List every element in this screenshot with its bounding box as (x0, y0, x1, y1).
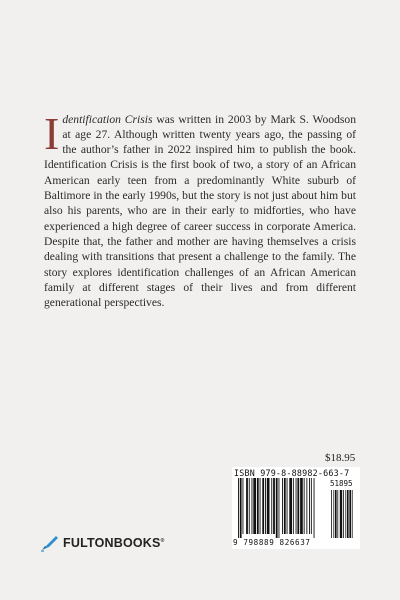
publisher-name: FULTONBOOKS® (63, 536, 165, 550)
ean-number: 9 798889 826637 (233, 538, 311, 547)
quill-pen-icon (40, 534, 60, 552)
description-text: was written in 2003 by Mark S. Woodson at age 27. Although written twenty years ago, the passing of the author’s father in 2022 inspired him to publish the book. Identification Crisis is the first book of two, a story of an African American early teen from a predominantly White suburb of Baltimore in the early 1990s, but the story is not just about him but also his parents, who are in their early to midforties, who have experienced a high degree of career success in corporate America. Despite that, the father and mother are having themselves a crisis dealing with transitions that present a challenge to the family. The story explores identification challenges of an African American family at different stages of their lives and from different generational perspectives. (44, 112, 356, 310)
book-title-italic: dentification Crisis (62, 112, 153, 126)
book-description (44, 107, 356, 311)
price-label: $18.95 (325, 452, 356, 464)
isbn-text: ISBN 979-8-88982-663-7 (234, 468, 350, 478)
addon-number: 51895 (330, 479, 353, 488)
isbn-barcode (232, 467, 360, 549)
drop-cap: I (44, 107, 60, 159)
publisher-logo (40, 533, 164, 553)
